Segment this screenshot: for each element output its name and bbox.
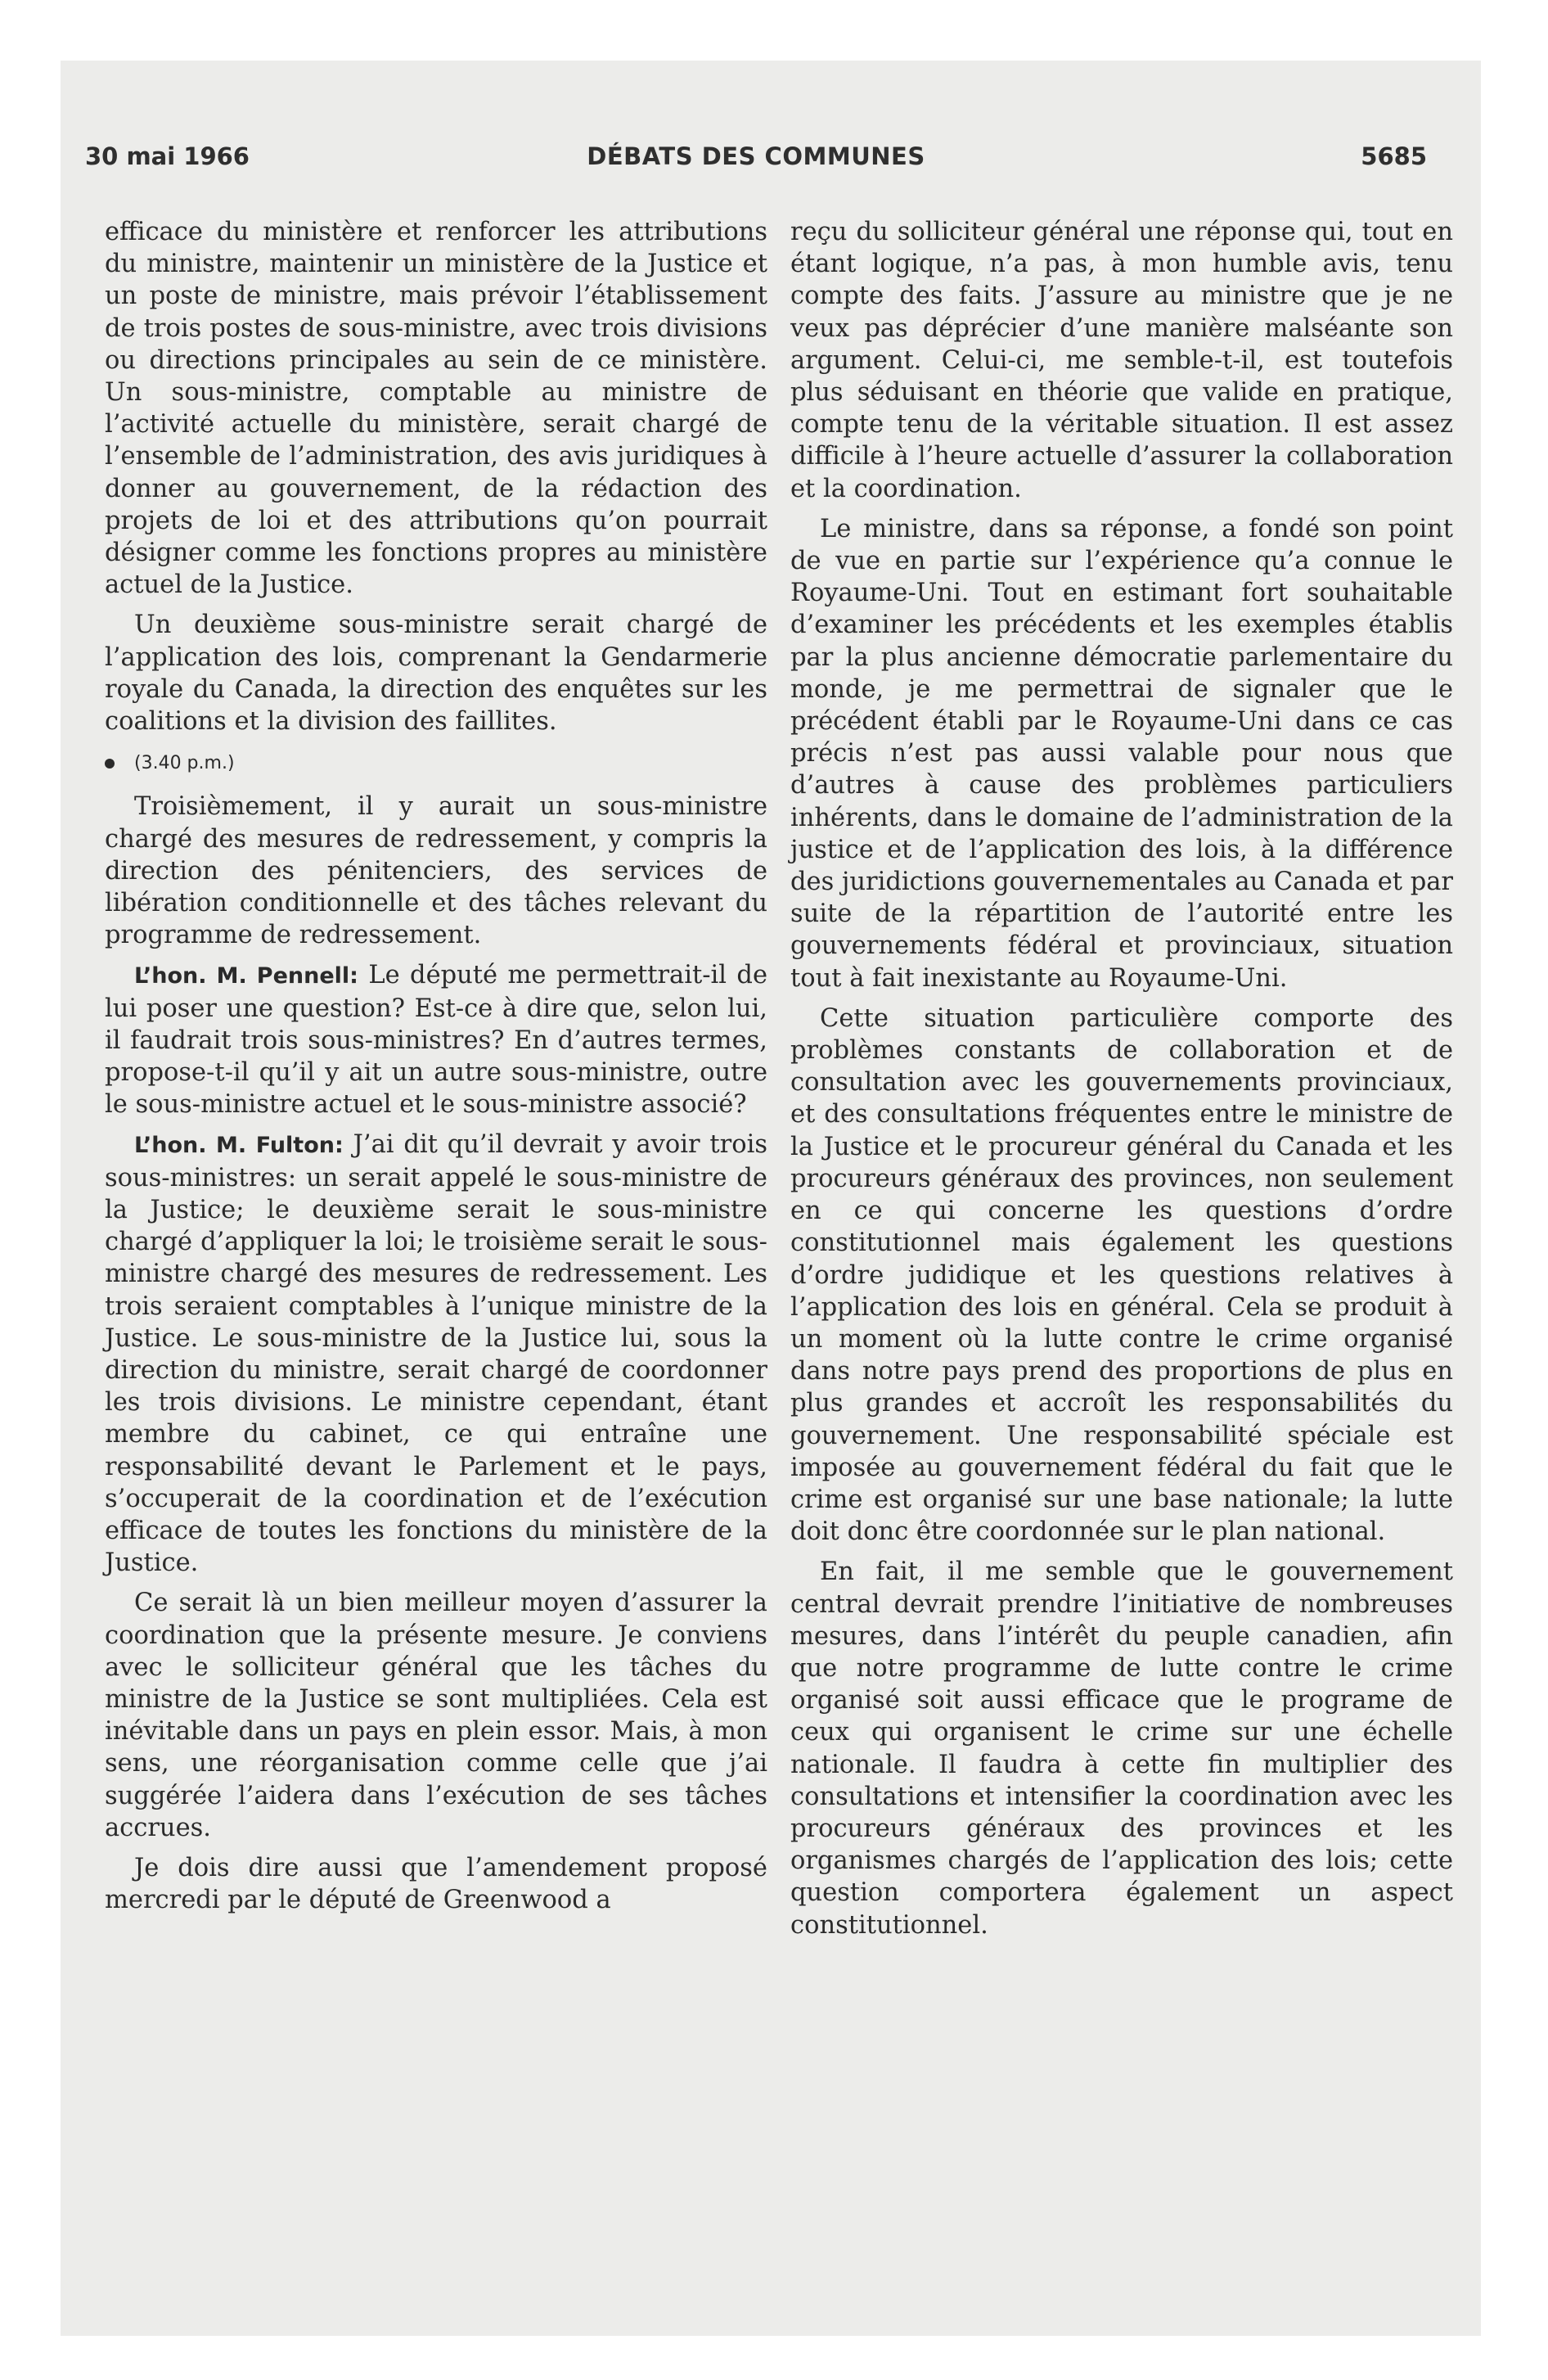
time-marker-text: (3.40 p.m.) xyxy=(134,753,235,774)
paragraph: Cette situation particulière comporte des problèmes constants de collaboration et de consultation avec les gouvernements provinciaux, et des consultations fréquentes entre le ministre de la Justice et le procureur général du Canada et les procureurs généraux des provinces, non seulement en ce qui concerne les questions d’ordre constitutionnel mais également les questions d’ordre judidique et les questions relatives à l’application des lois en général. Cela se produit à un moment où la lutte contre le crime organisé dans notre pays prend des proportions de plus en plus grandes et accroît les responsabilités du gouvernement. Une responsabilité spéciale est imposée au gouvernement fédéral du fait que le crime est organisé sur une base nationale; la lutte doit donc être coordonnée sur le plan national. xyxy=(790,1003,1453,1547)
paragraph: Un deuxième sous-ministre serait chargé de l’application des lois, comprenant la Gendarmerie royale du Canada, la direction des enquêtes sur les coalitions et la division des faillites. xyxy=(105,611,767,737)
paragraph: Le ministre, dans sa réponse, a fondé son point de vue en partie sur l’expérience qu’a connue le Royaume-Uni. Tout en estimant fort souhaitable d’examiner les précédents et les exemples établis par la plus ancienne démocratie parlementaire du monde, je me permettrai de signaler que le précédent établi par le Royaume-Uni dans ce cas précis n’est pas aussi valable pour nous que d’autres à cause des problèmes particuliers inhérents, dans le domaine de l’administration de la justice et de l’application des lois, à la différence des juridictions gouvernementales au Canada et par suite de la répartition de l’autorité entre les gouvernements fédéral et provinciaux, situation tout à fait inexistante au Royaume-Uni. xyxy=(790,514,1453,993)
right-column xyxy=(790,216,1453,1950)
page-header xyxy=(85,142,1427,183)
paragraph: efficace du ministère et renforcer les attributions du ministre, maintenir un ministère de la Justice et un poste de ministre, mais prévoir l’établissement de trois postes de sous-ministre, avec trois divisions ou directions principales au sein de ce ministère. Un sous-ministre, comptable au ministre de l’activité actuelle du ministère, serait chargé de l’ensemble de l’administration, des avis juridiques à donner au gouvernement, de la rédaction des projets de loi et des attributions qu’on pourrait désigner comme les fonctions propres au ministère actuel de la Justice. xyxy=(105,218,767,600)
paragraph: Ce serait là un bien meilleur moyen d’assurer la coordination que la présente mesure. Je conviens avec le solliciteur général que les tâches du ministre de la Justice se sont multipliées. Cela est inévitable dans un pays en plein essor. Mais, à mon sens, une réorganisation comme celle que j’ai suggérée l’aidera dans l’exécution de ses tâches accrues. xyxy=(105,1589,767,1842)
speaker-name: L’hon. M. Fulton: xyxy=(134,1133,344,1159)
page-scan xyxy=(61,61,1481,2336)
speech-text: Le député me permettrait-il de lui poser une question? Est-ce à dire que, selon lui, il faudrait trois sous-ministres? En d’autres termes, propose-t-il qu’il y ait un autre sous-ministre, outre le sous-ministre actuel et le sous-ministre associé? xyxy=(105,961,768,1120)
paragraph: reçu du solliciteur général une réponse qui, tout en étant logique, n’a pas, à mon humble avis, tenu compte des faits. J’assure au ministre que je ne veux pas déprécier d’une manière malséante son argument. Celui-ci, me semble-t-il, est toutefois plus séduisant en théorie que valide en pratique, compte tenu de la véritable situation. Il est assez difficile à l’heure actuelle d’assurer la collaboration et la coordination. xyxy=(790,218,1453,503)
header-page-number: 5685 xyxy=(1361,142,1427,170)
speech-text: J’ai dit qu’il devrait y avoir trois sous-ministres: un serait appelé le sous-ministre de la Justice; le deuxième serait le sous-ministre chargé d’appliquer la loi; le troisième serait le sous-ministre chargé des mesures de redressement. Les trois seraient comptables à l’unique ministre de la Justice. Le sous-ministre de la Justice lui, sous la direction du ministre, serait chargé de coordonner les trois divisions. Le ministre cependant, étant membre du cabinet, ce qui entraîne une responsabilité devant le Parlement et le pays, s’occuperait de la coordination et de l’exécution efficace de toutes les fonctions du ministère de la Justice. xyxy=(105,1130,768,1578)
bullet-icon xyxy=(105,759,115,769)
speaker-paragraph xyxy=(105,1129,767,1579)
speaker-name: L’hon. M. Pennell: xyxy=(134,963,358,989)
paragraph: En fait, il me semble que le gouvernement central devrait prendre l’initiative de nombreuses mesures, dans l’intérêt du peuple canadien, afin que notre programme de lutte contre le crime organisé soit aussi efficace que le programe de ceux qui organisent le crime sur une échelle nationale. Il faudra à cette fin multiplier des consultations et intensifier la coordination avec les procureurs généraux des provinces et les organismes chargés de l’application des lois; cette question comportera également un aspect constitutionnel. xyxy=(790,1557,1453,1940)
paragraph: Troisièmement, il y aurait un sous-ministre chargé des mesures de redressement, y compris la direction des pénitenciers, des services de libération conditionnelle et des tâches relevant du programme de redressement. xyxy=(105,792,767,950)
time-marker xyxy=(105,747,767,779)
header-date: 30 mai 1966 xyxy=(85,142,250,170)
header-title: DÉBATS DES COMMUNES xyxy=(587,142,925,170)
speaker-paragraph xyxy=(105,959,767,1120)
paragraph: Je dois dire aussi que l’amendement proposé mercredi par le député de Greenwood a xyxy=(105,1853,767,1915)
left-column xyxy=(105,216,767,1924)
